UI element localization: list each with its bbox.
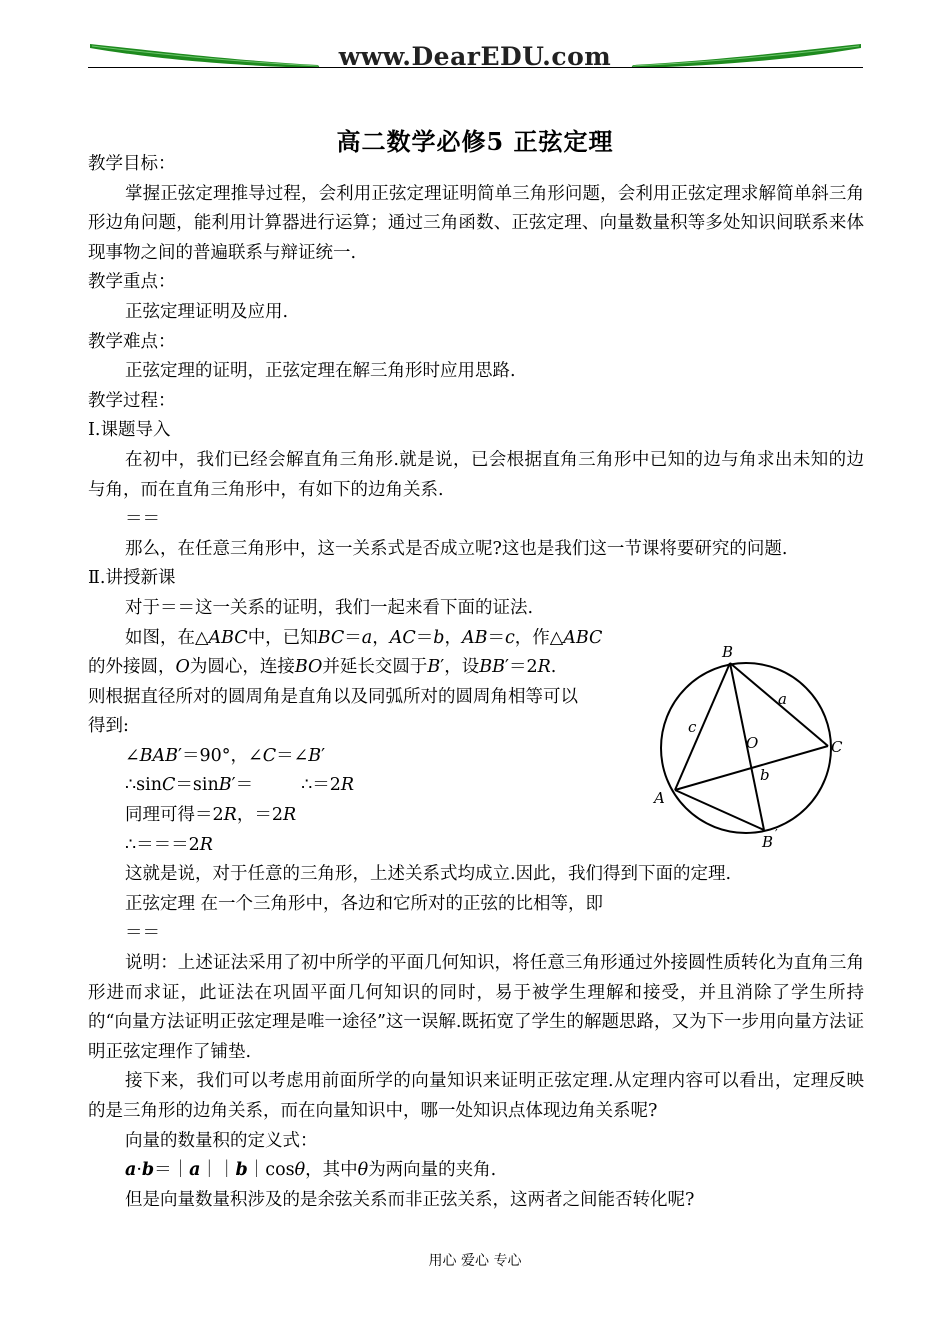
difficulty-heading: 教学难点： [88, 331, 176, 352]
part2-intro: 对于＝＝这一关系的证明，我们一起来看下面的证法. [125, 597, 534, 618]
last-question: 但是向量数量积涉及的是余弦关系而非正弦关系，这两者之间能否转化呢? [125, 1189, 695, 1210]
part1-question: 那么，在任意三角形中，这一关系式是否成立呢?这也是我们这一节课将要研究的问题. [125, 538, 788, 559]
math-line-1: ∠BAB′＝90°，∠C＝∠B′ [125, 745, 326, 766]
proof-line-1: 如图，在△ABC中，已知BC＝a，AC＝b，AB＝c，作△ABC [125, 627, 603, 648]
theorem: 正弦定理 在一个三角形中，各边和它所对的正弦的比相等，即 [125, 893, 604, 914]
label-c: c [688, 718, 697, 736]
key-text: 正弦定理证明及应用. [125, 301, 289, 322]
circumcircle-figure [650, 640, 865, 850]
math-line-2: ∴sinC＝sinB′＝ ∴＝2R [125, 775, 355, 796]
next-step: 接下来，我们可以考虑用前面所学的向量知识来证明正弦定理.从定理内容可以看出，定理反映的是三角形的边角关系，而在向量知识中，哪一处知识点体现边角关系呢? [88, 1071, 864, 1121]
header-rule [88, 67, 863, 68]
label-A: A [654, 789, 665, 807]
dot-formula: a·b＝｜a｜｜b｜cosθ，其中θ为两向量的夹角. [125, 1160, 497, 1181]
proof-line-4: 得到: [88, 716, 129, 737]
conclusion: 这就是说，对于任意的三角形，上述关系式均成立.因此，我们得到下面的定理. [125, 864, 732, 885]
part2-heading: Ⅱ.讲授新课 [88, 568, 176, 589]
side-AB [675, 663, 730, 790]
process-heading: 教学过程： [88, 390, 176, 411]
equation-1: ＝＝ [125, 509, 160, 530]
goal-heading: 教学目标： [88, 154, 176, 174]
label-b: b [760, 766, 770, 784]
page-title: 高二数学必修5 正弦定理 [336, 127, 614, 156]
header-site-text: www.DearEDU.com [338, 42, 612, 71]
difficulty-text: 正弦定理的证明，正弦定理在解三角形时应用思路. [125, 361, 516, 382]
page-footer: 用心 爱心 专心 [428, 1253, 522, 1269]
explanation: 说明：上述证法采用了初中所学的平面几何知识，将任意三角形通过外接圆性质转化为直角三角形进而求证，此证法在巩固平面几何知识的同时，易于被学生理解和接受，并且消除了学生所持的“向量方法证明正弦定理是唯一途径”这一误解.既拓宽了学生的解题思路，又为下一步用向量方法证明正弦定理作了铺垫. [88, 953, 864, 1062]
math-line-3: 同理可得＝2R，＝2R [125, 805, 297, 826]
part1-heading: Ⅰ.课题导入 [88, 420, 171, 441]
proof-line-2: 的外接圆，O为圆心，连接BO并延长交圆于B′，设BB′＝2R. [88, 657, 557, 678]
label-Bprime: B [762, 833, 774, 850]
goal-text: 掌握正弦定理推导过程，会利用正弦定理证明简单三角形问题，会利用正弦定理求解简单斜三角形边角问题，能利用计算器进行运算；通过三角函数、正弦定理、向量数量积等多处知识间联系来体现事物之间的普遍联系与辩证统一. [88, 183, 864, 263]
triangle-diagram [650, 640, 865, 850]
label-prime: ′ [775, 827, 778, 841]
key-heading: 教学重点： [88, 272, 176, 293]
label-a: a [778, 690, 787, 708]
part1-text: 在初中，我们已经会解直角三角形.就是说，已会根据直角三角形中已知的边与角求出未知的边与角，而在直角三角形中，有如下的边角关系. [88, 449, 864, 500]
math-line-4: ∴＝＝＝2R [125, 834, 213, 855]
label-B: B [722, 643, 734, 661]
equation-2: ＝＝ [125, 923, 160, 944]
label-O: O [746, 734, 759, 752]
label-C: C [831, 738, 843, 756]
figure-labels [652, 643, 843, 850]
dot-heading: 向量的数量积的定义式： [125, 1130, 318, 1151]
proof-line-3: 则根据直径所对的圆周角是直角以及同弧所对的圆周角相等可以 [88, 686, 578, 707]
